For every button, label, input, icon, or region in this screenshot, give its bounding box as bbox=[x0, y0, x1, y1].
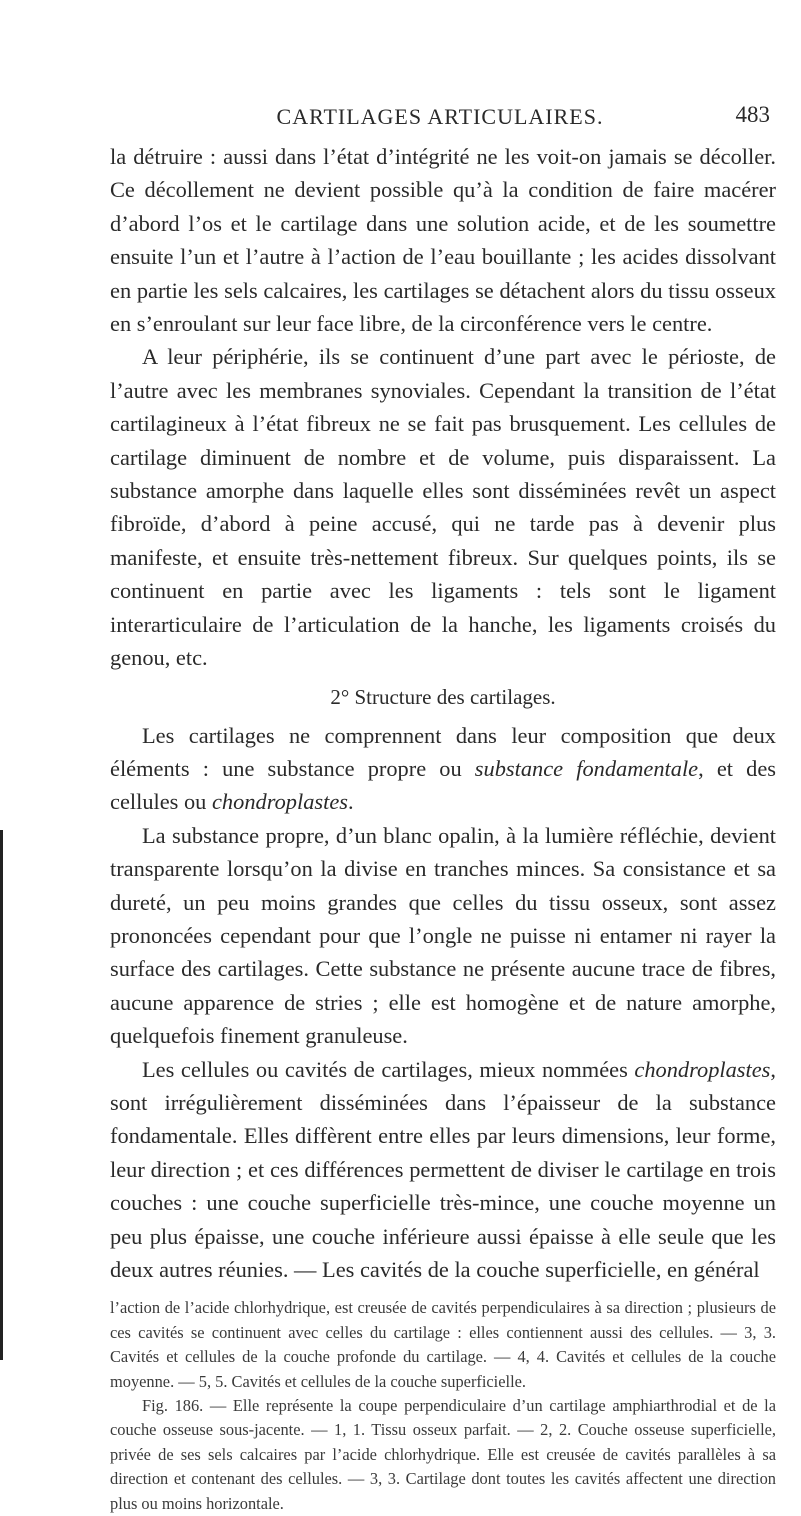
footnote-continuation: l’action de l’acide chlorhydrique, est creusée de cavités perpendiculaires à sa direction ; plusieurs de ces cavités se continuent avec celles du cartilage : elles contiennent aussi des cellules. — 3, 3. Cavités et cellules de la couche profonde du cartilage. — 4, 4. Cavités et cellules de la couche moyenne. — 5, 5. Cavités et cellules de la couche superficielle. bbox=[110, 1298, 776, 1391]
body-text bbox=[110, 140, 776, 1516]
term-chondroplastes: chondroplastes bbox=[211, 789, 348, 815]
paragraph-5-part-b: , sont irrégulièrement disséminées dans l’épaisseur de la substance fondamentale. Elles diffèrent entre elles par leurs dimensions, leur forme, leur direction ; et ces différences permettent de diviser le cartilage en trois couches : une couche superficielle très-mince, une couche moyenne un peu plus épaisse, une couche inférieure aussi épaisse à elle seule que les deux autres réunies. — Les cavités de la couche superficielle, en général bbox=[110, 1056, 776, 1282]
paragraph-3 bbox=[110, 719, 776, 819]
paragraph-4: La substance propre, d’un blanc opalin, à la lumière réfléchie, devient transparente lorsqu’on la divise en tranches minces. Sa consistance et sa dureté, un peu moins grandes que celles du tissu osseux, sont assez prononcées cependant pour que l’ongle ne puisse ni entamer ni rayer la surface des cartilages. Cette substance ne présente aucune trace de fibres, aucune apparence de stries ; elle est homogène et de nature amorphe, quelquefois finement granuleuse. bbox=[110, 822, 776, 1049]
page-number: 483 bbox=[735, 102, 770, 127]
running-head: CARTILAGES ARTICULAIRES. bbox=[276, 104, 604, 129]
paragraph-5 bbox=[110, 1053, 776, 1287]
paragraph-3-part-a: Les cartilages ne comprennent dans leur composition que deux éléments : une substance propre ou bbox=[110, 722, 776, 781]
paragraph-3-part-b: , et des cellules ou bbox=[110, 755, 776, 815]
term-chondroplastes-2: chondroplastes bbox=[634, 1056, 771, 1082]
paragraph-2: A leur périphérie, ils se continuent d’une part avec le périoste, de l’autre avec les membranes synoviales. Cependant la transition de l’état cartilagineux à l’état fibreux ne se fait pas brusquement. Les cellules de cartilage diminuent de nombre et de volume, puis disparaissent. La substance amorphe dans laquelle elles sont disséminées revêt un aspect fibroïde, d’abord à peine accusé, qui ne tarde pas à devenir plus manifeste, et ensuite très-nettement fibreux. Sur quelques points, ils se continuent en partie avec les ligaments : tels sont le ligament interarticulaire de l’articulation de la hanche, les ligaments croisés du genou, etc. bbox=[110, 344, 776, 671]
scan-margin-edge bbox=[0, 830, 3, 1360]
paragraph-1: la détruire : aussi dans l’état d’intégrité ne les voit-on jamais se décoller. Ce décollement ne devient possible qu’à la condition de faire macérer d’abord l’os et le cartilage dans une solution acide, et de les soumettre ensuite l’un et l’autre à l’action de l’eau bouillante ; les acides dissolvant en partie les sels calcaires, les cartilages se détachent alors du tissu osseux en s’enroulant sur leur face libre, de la circonférence vers le centre. bbox=[110, 144, 776, 337]
footnotes bbox=[110, 1296, 776, 1516]
paragraph-3-part-c: . bbox=[347, 789, 354, 815]
term-substance-fondamentale: substance fondamentale bbox=[474, 755, 699, 781]
section-heading: 2° Structure des cartilages. bbox=[330, 684, 556, 709]
page-header bbox=[110, 104, 770, 134]
figure-caption-186: Fig. 186. — Elle représente la coupe perpendiculaire d’un cartilage amphiarthrodial et de la couche osseuse sous-jacente. — 1, 1. Tissu osseux parfait. — 2, 2. Couche osseuse superficielle, privée de ses sels calcaires par l’acide chlorhydrique. Elle est creusée de cavités parallèles à sa direction et contenant des cellules. — 3, 3. Cartilage dont toutes les cavités affectent une direction plus ou moins horizontale. bbox=[110, 1396, 776, 1513]
paragraph-5-part-a: Les cellules ou cavités de cartilages, mieux nommées bbox=[142, 1056, 635, 1082]
